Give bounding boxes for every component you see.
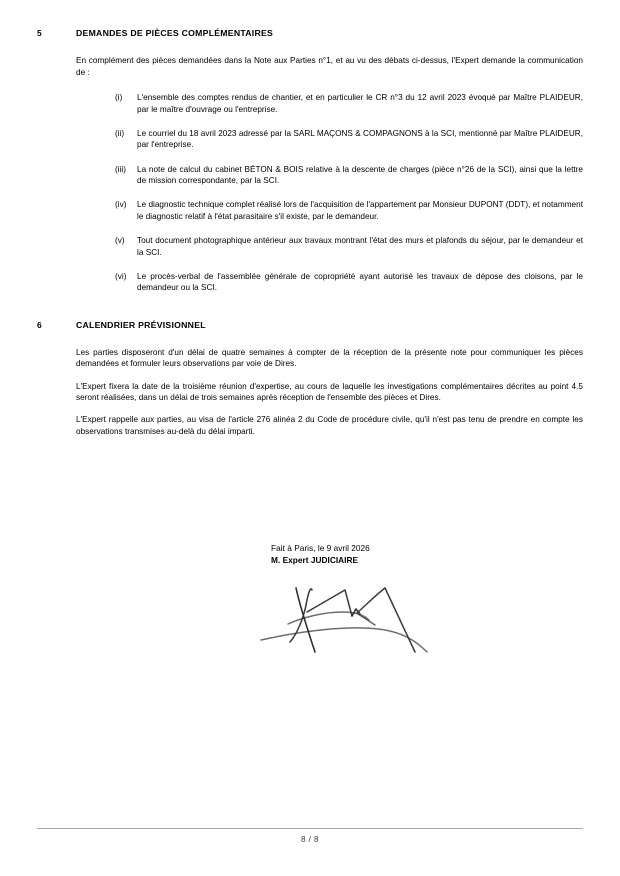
- list-item-text: Le courriel du 18 avril 2023 adressé par la SARL MAÇONS & COMPAGNONS à la SCI, mentionné par Maître PLAIDEUR, par l'entreprise.: [137, 128, 583, 150]
- signature-block: [271, 543, 511, 567]
- section-6-heading: [37, 320, 583, 334]
- list-item-marker: (iii): [115, 164, 127, 174]
- list-item-text: Le procès-verbal de l'assemblée générale de copropriété ayant autorisé les travaux de dépose des cloisons, par le demandeur ou la SCI.: [137, 271, 583, 293]
- list-item: [76, 271, 583, 294]
- section-5-heading: [37, 28, 583, 42]
- list-item-marker: (ii): [115, 128, 125, 138]
- list-item: [76, 92, 583, 115]
- list-item-marker: (i): [115, 93, 123, 103]
- list-item-text: La note de calcul du cabinet BÉTON & BOIS relative à la descente de charges (pièce n°26 de la SCI), ainsi que la lettre de mission correspondante, par la SCI.: [137, 164, 583, 186]
- list-item-text: L'ensemble des comptes rendus de chantier, et en particulier le CR n°3 du 12 avril 2023 évoqué par Maître PLAIDEUR, par le maître d'ouvrage ou l'entreprise.: [137, 93, 583, 114]
- signature-place-date: Fait à Paris, le 9 avril 2026: [271, 543, 370, 553]
- section-5: [37, 28, 583, 294]
- section-5-number: 5: [37, 28, 42, 38]
- section-6-paragraph-3: L'Expert rappelle aux parties, au visa de l'article 276 alinéa 2 du Code de procédure civile, qu'il n'est pas tenu de prendre en compte les observations transmises au-delà du délai imparti.: [76, 415, 583, 436]
- section-5-intro-paragraph: En complément des pièces demandées dans la Note aux Parties n°1, et au vu des débats ci-dessus, l'Expert demande la communication de :: [76, 56, 583, 77]
- document-content: [37, 28, 583, 446]
- section-6-paragraph-1: Les parties disposeront d'un délai de quatre semaines à compter de la réception de la présente note pour communiquer les pièces demandées et formuler leurs observations par voie de Dires.: [76, 347, 583, 369]
- page-footer: [37, 828, 583, 844]
- list-item: [76, 235, 583, 258]
- section-6-paragraph-2: L'Expert fixera la date de la troisième réunion d'expertise, au cours de laquelle les investigations complémentaires décrites au point 4.5 seront réalisées, dans un délai de trois semaines après réception de l'ensemble des pièces et Dires.: [76, 381, 583, 403]
- list-item: [76, 199, 583, 222]
- handwritten-signature-icon: [257, 578, 437, 658]
- list-item-marker: (v): [115, 235, 125, 245]
- list-item-marker: (vi): [115, 271, 127, 281]
- supporting-documents-list: [76, 92, 583, 294]
- section-6-title: CALENDRIER PRÉVISIONNEL: [76, 319, 206, 330]
- signature-name: M. Expert JUDICIAIRE: [271, 554, 359, 565]
- footer-divider: [37, 828, 583, 829]
- list-item-text: Tout document photographique antérieur aux travaux montrant l'état des murs et plafonds du séjour, par le demandeur et la SCI.: [137, 235, 583, 257]
- list-item-marker: (iv): [115, 200, 127, 210]
- section-5-title: DEMANDES DE PIÈCES COMPLÉMENTAIRES: [76, 28, 274, 38]
- list-item: [76, 164, 583, 187]
- list-item-text: Le diagnostic technique complet réalisé lors de l'acquisition de l'appartement par Monsieur DUPONT (DDT), et notamment le diagnostic relatif à l'état parasitaire s'il existe, par le demandeur.: [137, 200, 583, 221]
- section-6: [37, 320, 583, 438]
- section-6-number: 6: [37, 319, 42, 330]
- list-item: [76, 128, 583, 151]
- page-number: 8 / 8: [301, 835, 319, 844]
